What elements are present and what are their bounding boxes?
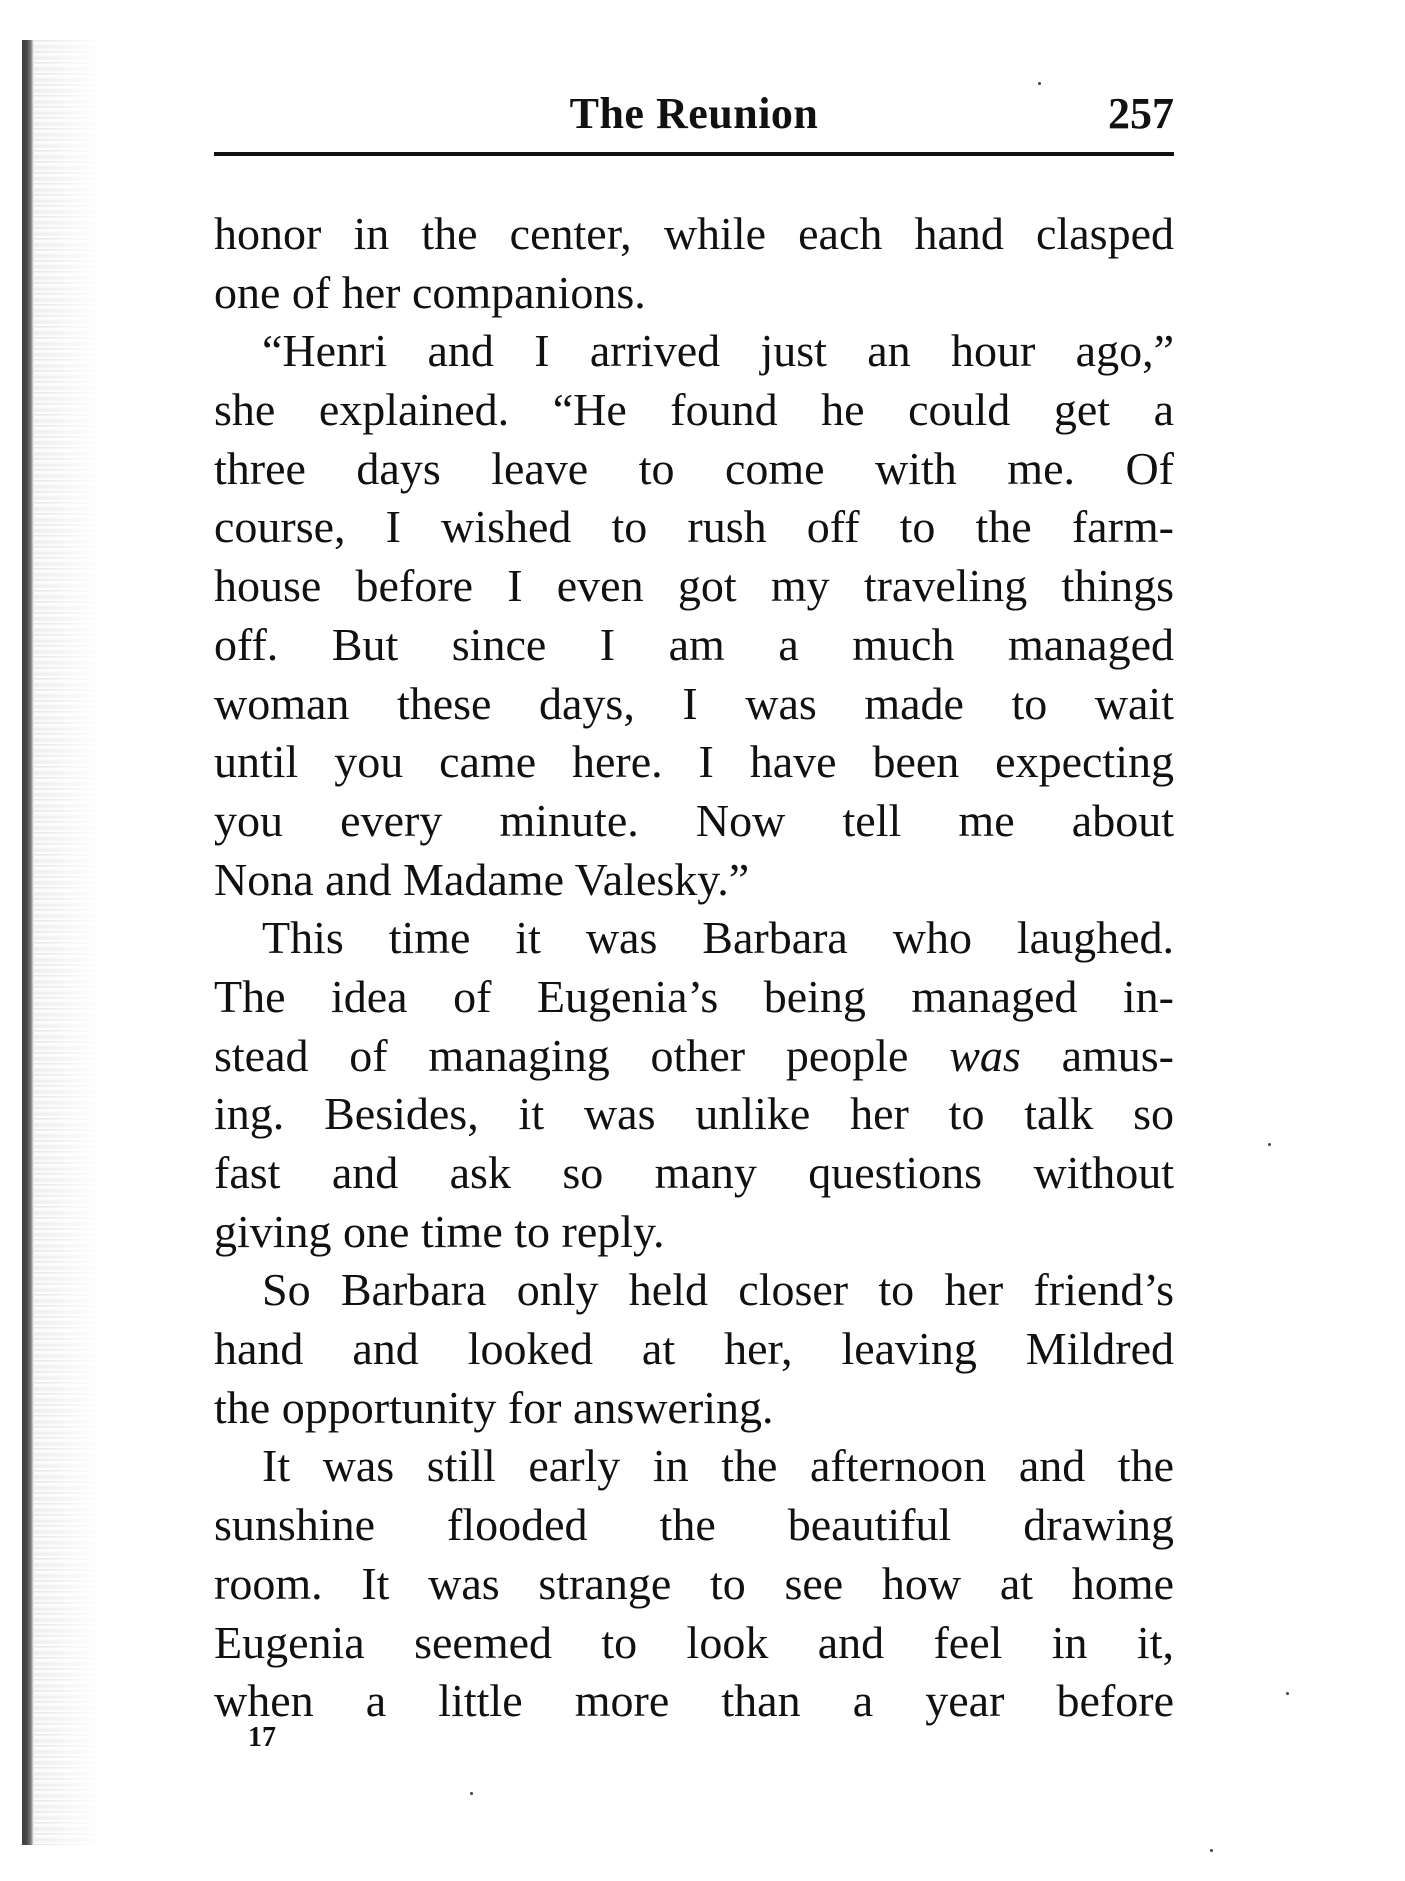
text-line: you every minute. Now tell me about: [214, 794, 1174, 846]
scan-speck: [1268, 1143, 1271, 1146]
running-head: [214, 88, 1174, 148]
text-line: hand and looked at her, leaving Mildred: [214, 1323, 1174, 1375]
scan-speck: [1286, 1692, 1289, 1695]
binding-shadow: [34, 40, 104, 1845]
text-line: Eugenia seemed to look and feel in it,: [214, 1616, 1174, 1668]
body-text: [214, 205, 1174, 1731]
text-line: the opportunity for answering.: [214, 1381, 774, 1433]
text-line: off. But since I am a much managed: [214, 618, 1174, 670]
text-line: It was still early in the afternoon and the: [262, 1440, 1174, 1492]
binding-edge: [22, 40, 34, 1845]
text-line: The idea of Eugenia’s being managed in-: [214, 970, 1174, 1022]
text-line: “Henri and I arrived just an hour ago,”: [262, 325, 1174, 377]
signature-mark: 17: [248, 1722, 276, 1753]
text-line: giving one time to reply.: [214, 1205, 665, 1257]
text-line: woman these days, I was made to wait: [214, 677, 1174, 729]
text-line: when a little more than a year before: [214, 1675, 1174, 1727]
text-line: fast and ask so many questions without: [214, 1147, 1174, 1198]
running-head-title: The Reunion: [569, 89, 819, 138]
scan-speck: [470, 1792, 473, 1795]
text-line: ing. Besides, it was unlike her to talk so: [214, 1088, 1174, 1140]
scan-speck: [1038, 82, 1041, 85]
text-line: one of her companions.: [214, 266, 646, 318]
text-line: This time it was Barbara who laughed.: [262, 912, 1174, 964]
text-line: three days leave to come with me. Of: [214, 442, 1174, 494]
text-line: So Barbara only held closer to her friend’s: [262, 1264, 1174, 1316]
text-line: room. It was strange to see how at home: [214, 1557, 1174, 1609]
text-line: Nona and Madame Valesky.”: [214, 853, 750, 905]
header-rule: [214, 152, 1174, 156]
text-line: house before I even got my traveling things: [214, 560, 1174, 612]
scan-speck: [1210, 1849, 1213, 1852]
text-line: course, I wished to rush off to the farm-: [214, 501, 1174, 553]
page-number: 257: [1108, 89, 1174, 138]
text-line: until you came here. I have been expecting: [214, 736, 1174, 788]
text-line: sunshine flooded the beautiful drawing: [214, 1499, 1174, 1551]
text-line: she explained. “He found he could get a: [214, 384, 1174, 436]
italic-emphasis: was: [949, 1029, 1021, 1081]
text-line: stead of managing other people was amus-: [214, 1029, 1174, 1081]
text-line: honor in the center, while each hand clasped: [214, 208, 1174, 259]
